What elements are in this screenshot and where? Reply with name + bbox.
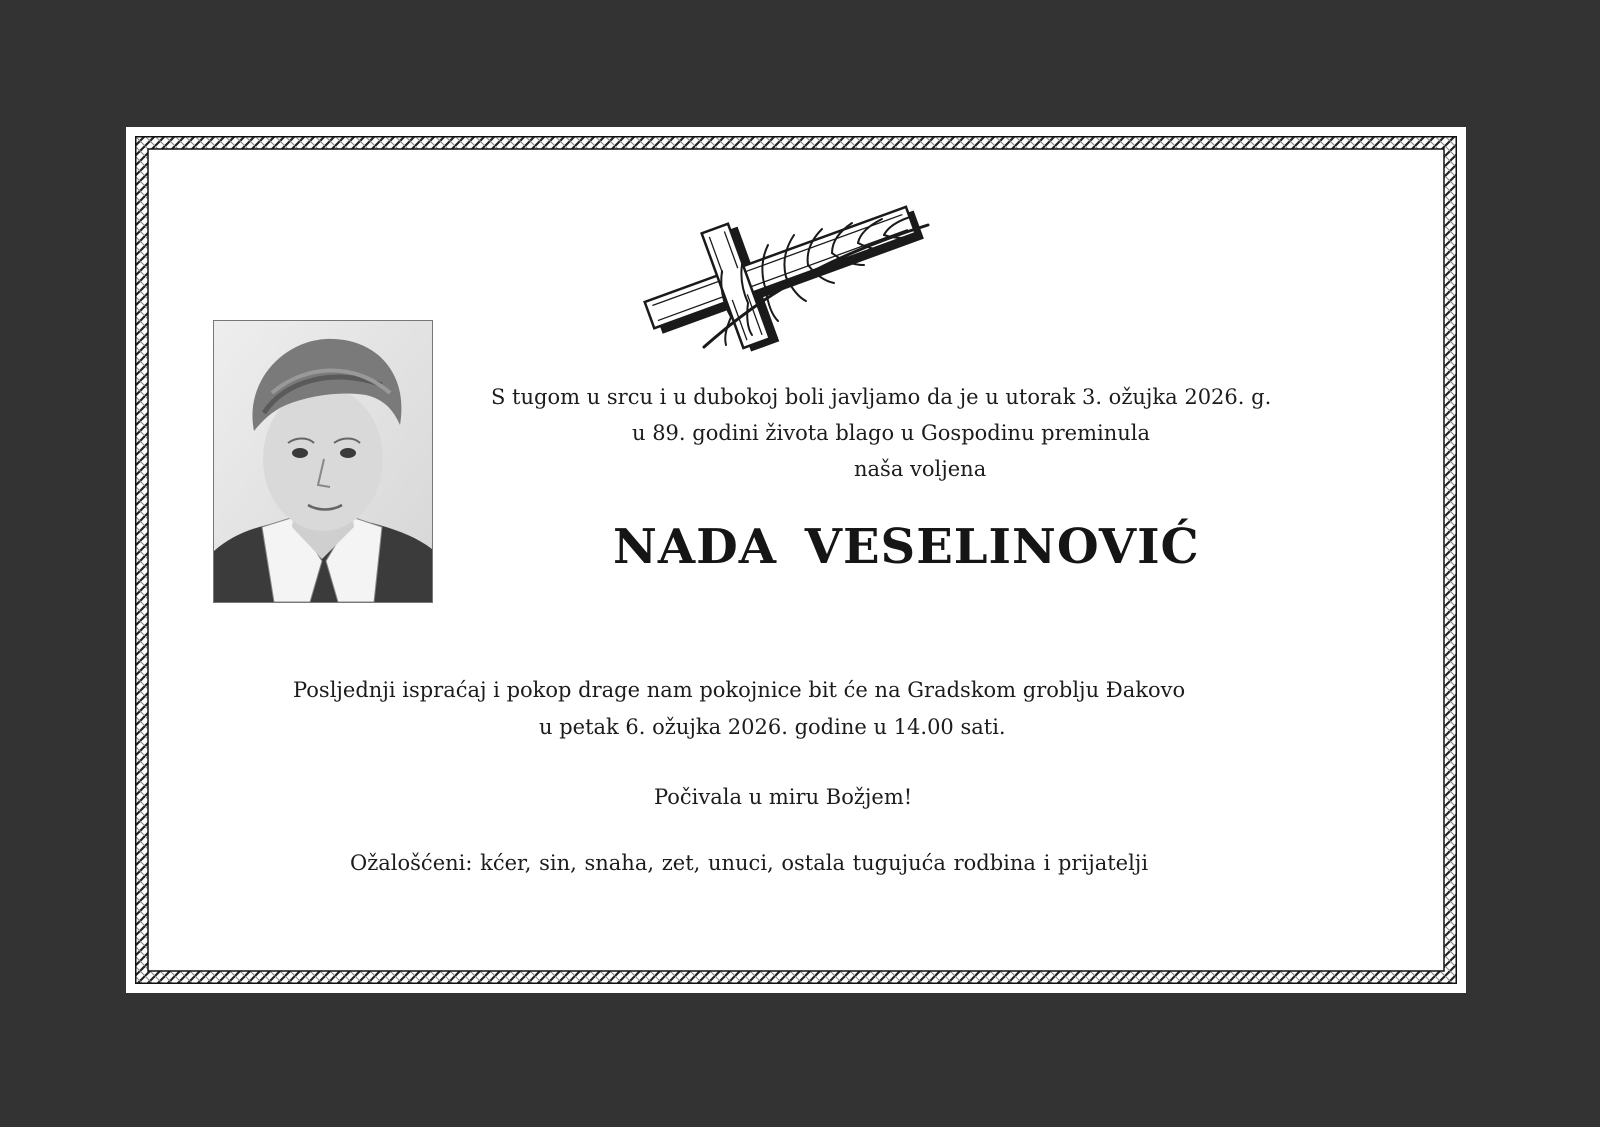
funeral-info-line-1: Posljednji ispraćaj i pokop drage nam pokojnice bit će na Gradskom groblju Đakovo bbox=[293, 678, 1186, 702]
cross-with-palm-branch-icon bbox=[636, 205, 946, 355]
mourners-line: Ožalošćeni: kćer, sin, snaha, zet, unuci, ostala tugujuća rodbina i prijatelji bbox=[350, 851, 1149, 875]
funeral-info-line-2: u petak 6. ožujka 2026. godine u 14.00 sati. bbox=[539, 715, 1006, 739]
portrait-figure bbox=[214, 321, 432, 602]
announcement-line-2: u 89. godini života blago u Gospodinu preminula bbox=[632, 421, 1150, 445]
rest-in-peace-line: Počivala u miru Božjem! bbox=[654, 785, 913, 809]
announcement-line-1: S tugom u srcu i u dubokoj boli javljamo da je u utorak 3. ožujka 2026. g. bbox=[491, 385, 1272, 409]
announcement-line-3: naša voljena bbox=[854, 457, 987, 481]
deceased-name: NADA VESELINOVIĆ bbox=[613, 519, 1200, 575]
portrait-photo bbox=[213, 320, 433, 603]
obituary-sheet bbox=[126, 127, 1466, 993]
